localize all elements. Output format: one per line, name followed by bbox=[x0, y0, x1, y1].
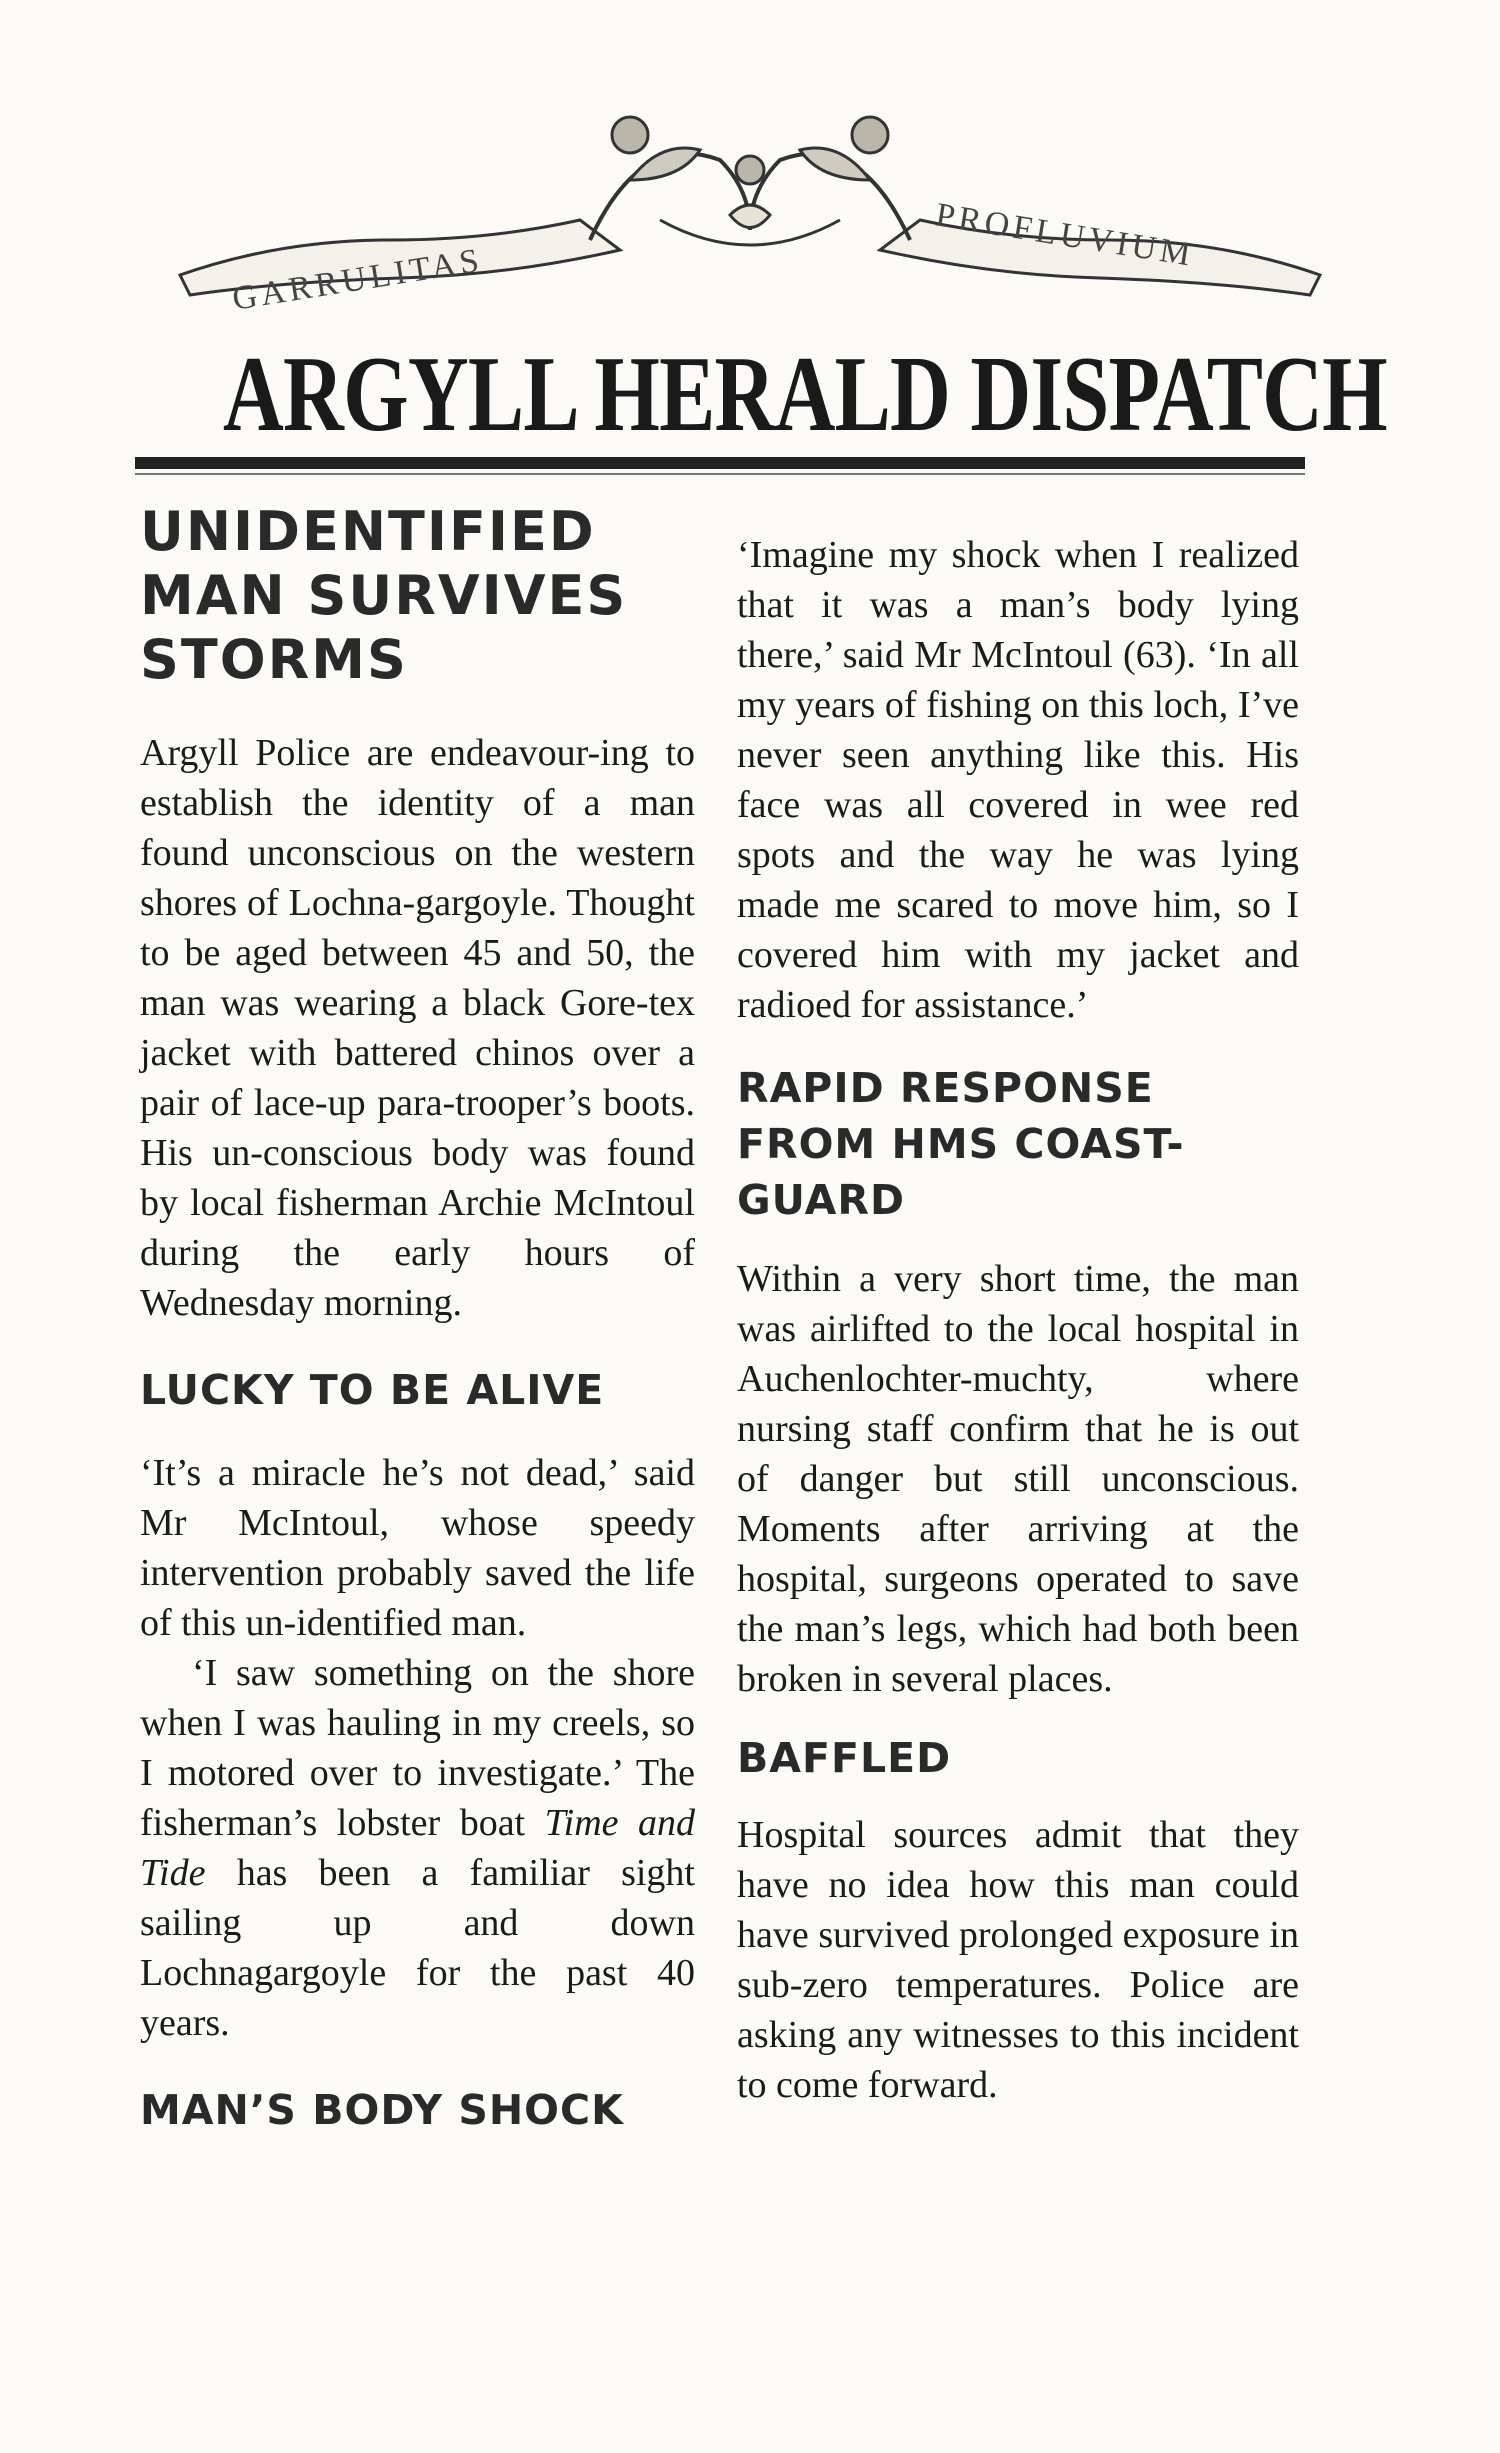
column-left bbox=[140, 490, 695, 2138]
boat-name: Time and Tide bbox=[140, 1802, 696, 1894]
heart-knot-icon bbox=[730, 205, 770, 228]
section-paragraph: Within a very short time, the man was airlifted to the local hospital in Auchenlochter-muchty, where nursing staff confirm that he is out of danger but still unconscious. Moments after arriving at the hospital, surgeons operated to save the man’s legs, which had both been broken in several places. bbox=[737, 1258, 1299, 1700]
paper-name: ARGYLL HERALD DISPATCH bbox=[223, 335, 1387, 454]
section-paragraph: ‘It’s a miracle he’s not dead,’ said Mr McIntoul, whose speedy intervention probably saved the life of this un-identified man. bbox=[140, 1452, 695, 1644]
masthead-rule-thin bbox=[135, 473, 1305, 475]
section-heading: BAFFLED bbox=[737, 1734, 952, 1782]
section-heading: RAPID RESPONSE FROM HMS COAST-GUARD bbox=[737, 1064, 1185, 1224]
column-right bbox=[737, 530, 1299, 2110]
section-paragraph bbox=[140, 1648, 695, 2048]
section-heading: LUCKY TO BE ALIVE bbox=[140, 1366, 605, 1414]
paragraph-text: has been a familiar sight sailing up and down Lochnagargoyle for the past 40 years. bbox=[140, 1852, 695, 2044]
thistle-center-icon bbox=[736, 156, 764, 184]
article-intro: Argyll Police are endeavour-ing to establish the identity of a man found unconscious on the western shores of Lochna-gargoyle. Thought to be aged between 45 and 50, the man was wearing a black Gore-tex jacket with battered chinos over a pair of lace-up para-trooper’s boots. His un-conscious body was found by local fisherman Archie McIntoul during the early hours of Wednesday morning. bbox=[140, 732, 695, 1324]
section-heading: MAN’S BODY SHOCK bbox=[140, 2086, 624, 2134]
masthead-rule bbox=[135, 457, 1305, 469]
main-headline: UNIDENTIFIED MAN SURVIVES STORMS bbox=[140, 500, 628, 691]
motto-right: PROFLUVIUM bbox=[933, 196, 1197, 274]
masthead-emblem bbox=[160, 100, 1340, 340]
motto-left: GARRULITAS bbox=[229, 241, 486, 318]
thistle-right-icon bbox=[852, 117, 888, 153]
paragraph-text: ‘I saw something on the shore when I was hauling in my creels, so I motored over to investigate.’ The fisherman’s lobster boat bbox=[140, 1652, 695, 1844]
section-paragraph: Hospital sources admit that they have no idea how this man could have survived prolonged exposure in sub-zero temperatures. Police are asking any witnesses to this incident to come forward. bbox=[737, 1814, 1299, 2106]
thistle-left-icon bbox=[612, 117, 648, 153]
section-paragraph: ‘Imagine my shock when I realized that it was a man’s body lying there,’ said Mr McIntoul (63). ‘In all my years of fishing on this loch, I’ve never seen anything like this. His face was all covered in wee red spots and the way he was lying made me scared to move him, so I covered him with my jacket and radioed for assistance.’ bbox=[737, 534, 1299, 1026]
